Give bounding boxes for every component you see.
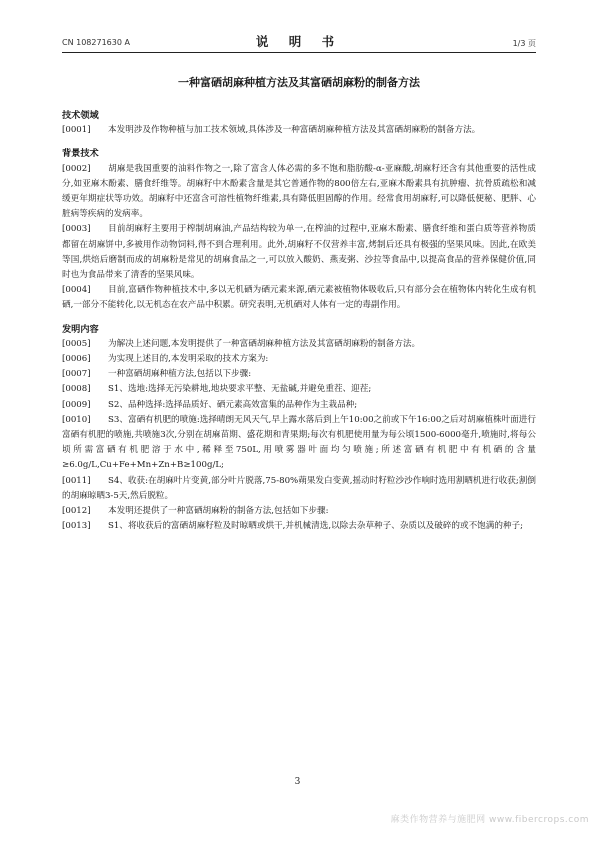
paragraph-text: S2、品种选择:选择品质好、硒元素高效富集的品种作为主栽品种; bbox=[108, 399, 358, 410]
paragraph-number: [0010] bbox=[62, 414, 91, 425]
paragraph-text: 一种富硒胡麻种植方法,包括以下步骤: bbox=[108, 369, 252, 380]
paragraph-0001 bbox=[62, 123, 536, 138]
section-background: 背景技术 bbox=[62, 148, 99, 160]
document-body bbox=[62, 108, 536, 534]
patent-number: CN 108271630 A bbox=[62, 38, 130, 47]
paragraph-0002 bbox=[62, 162, 536, 223]
paragraph-text: S3、富硒有机肥的喷施:选择晴朗无风天气,早上露水落后到上午10:00之前或下午16:00之后对胡麻植株叶面进行富硒有机肥的喷施,共喷施3次,分别在胡麻苗期、盛花期和青果期;每次有机肥使用量为每公顷1500-6000毫升,喷施时,将每公顷所需富硒有机肥溶于水中,稀释至750L,用喷雾器叶面均匀喷施;所述富硒有机肥中有机硒的含量≥6.0g/L,Cu+Fe+Mn+Zn+B≥100g/L; bbox=[62, 414, 536, 471]
page-indicator: 1/3 页 bbox=[512, 39, 536, 48]
paragraph-0006 bbox=[62, 352, 536, 367]
paragraph-number: [0005] bbox=[62, 338, 91, 349]
doc-type-title: 说 明 书 bbox=[255, 34, 343, 49]
paragraph-text: 胡麻是我国重要的油料作物之一,除了富含人体必需的多不饱和脂肪酸-α-亚麻酸,胡麻籽还含有其他重要的活性成分,如亚麻木酚素、膳食纤维等。胡麻籽中木酚素含量是其它普通作物的800倍左右,亚麻木酚素具有抗肿瘤、抗骨质疏松和减缓更年期症状等功效。胡麻籽中还富含可溶性植物纤维素,具有降低胆固醇的作用。经常食用胡麻籽,可以降低便秘、肥胖、心脏病等疾病的发病率。 bbox=[62, 163, 536, 220]
paragraph-text: S1、选地:选择无污染耕地,地块要求平整、无盐碱,并避免重茬、迎茬; bbox=[108, 384, 372, 395]
paragraph-number: [0007] bbox=[62, 369, 91, 380]
paragraph-number: [0006] bbox=[62, 354, 91, 365]
paragraph-number: [0001] bbox=[62, 125, 91, 136]
paragraph-0013 bbox=[62, 519, 536, 534]
section-invention: 发明内容 bbox=[62, 323, 99, 335]
paragraph-0007 bbox=[62, 367, 536, 382]
paragraph-0003 bbox=[62, 222, 536, 283]
paragraph-0012 bbox=[62, 504, 536, 519]
paragraph-0010 bbox=[62, 413, 536, 474]
document-title: 一种富硒胡麻种植方法及其富硒胡麻粉的制备方法 bbox=[178, 76, 420, 89]
page-header bbox=[62, 32, 536, 56]
paragraph-number: [0013] bbox=[62, 521, 91, 532]
paragraph-text: 为实现上述目的,本发明采取的技术方案为: bbox=[108, 354, 269, 365]
section-technical-field: 技术领域 bbox=[62, 110, 99, 121]
paragraph-number: [0004] bbox=[62, 285, 91, 296]
paragraph-0008 bbox=[62, 382, 536, 397]
paragraph-number: [0009] bbox=[62, 399, 91, 410]
header-rule bbox=[62, 52, 536, 53]
paragraph-number: [0002] bbox=[62, 163, 91, 174]
paragraph-text: 本发明涉及作物种植与加工技术领域,具体涉及一种富硒胡麻种植方法及其富硒胡麻粉的制备方法。 bbox=[108, 125, 481, 136]
paragraph-text: 本发明还提供了一种富硒胡麻粉的制备方法,包括如下步骤: bbox=[108, 506, 329, 517]
paragraph-number: [0012] bbox=[62, 506, 91, 517]
paragraph-number: [0003] bbox=[62, 224, 91, 235]
page-number: 3 bbox=[294, 777, 301, 787]
paragraph-text: 目前胡麻籽主要用于榨制胡麻油,产品结构较为单一,在榨油的过程中,亚麻木酚素、膳食纤维和蛋白质等营养物质都留在胡麻饼中,多被用作动物饲料,得不到合理利用。此外,胡麻籽不仅营养丰富,烤制后还具有极强的坚果风味。因此,在欧美等国,烘焙后磨制而成的胡麻粉是常见的胡麻食品之一,可以放入酸奶、燕麦粥、沙拉等食品中,以提高食品的营养保健价值,同时也为食品带来了清香的坚果风味。 bbox=[62, 224, 536, 281]
paragraph-text: 为解决上述问题,本发明提供了一种富硒胡麻种植方法及其富硒胡麻粉的制备方法。 bbox=[108, 338, 421, 349]
site-watermark: 麻类作物营养与施肥网 www.fibercrops.com bbox=[390, 815, 589, 825]
paragraph-0009 bbox=[62, 398, 536, 413]
paragraph-0011 bbox=[62, 474, 536, 504]
paragraph-text: 目前,富硒作物种植技术中,多以无机硒为硒元素来源,硒元素被植物体吸收后,只有部分会在植物体内转化生成有机硒,一部分不能转化,以无机态在农产品中积累。研究表明,无机硒对人体有一定的毒副作用。 bbox=[62, 285, 536, 311]
paragraph-0004 bbox=[62, 283, 536, 313]
paragraph-text: S1、将收获后的富硒胡麻籽粒及时晾晒或烘干,并机械清选,以除去杂草种子、杂质以及破碎的或不饱满的种子; bbox=[108, 521, 524, 532]
paragraph-0005 bbox=[62, 337, 536, 352]
paragraph-number: [0008] bbox=[62, 384, 91, 395]
paragraph-number: [0011] bbox=[62, 475, 91, 486]
paragraph-text: S4、收获:在胡麻叶片变黄,部分叶片脱落,75-80%蒴果发白变黄,摇动时籽粒沙沙作响时选用割晒机进行收获;割倒的胡麻晾晒3-5天,然后脱粒。 bbox=[62, 475, 536, 501]
